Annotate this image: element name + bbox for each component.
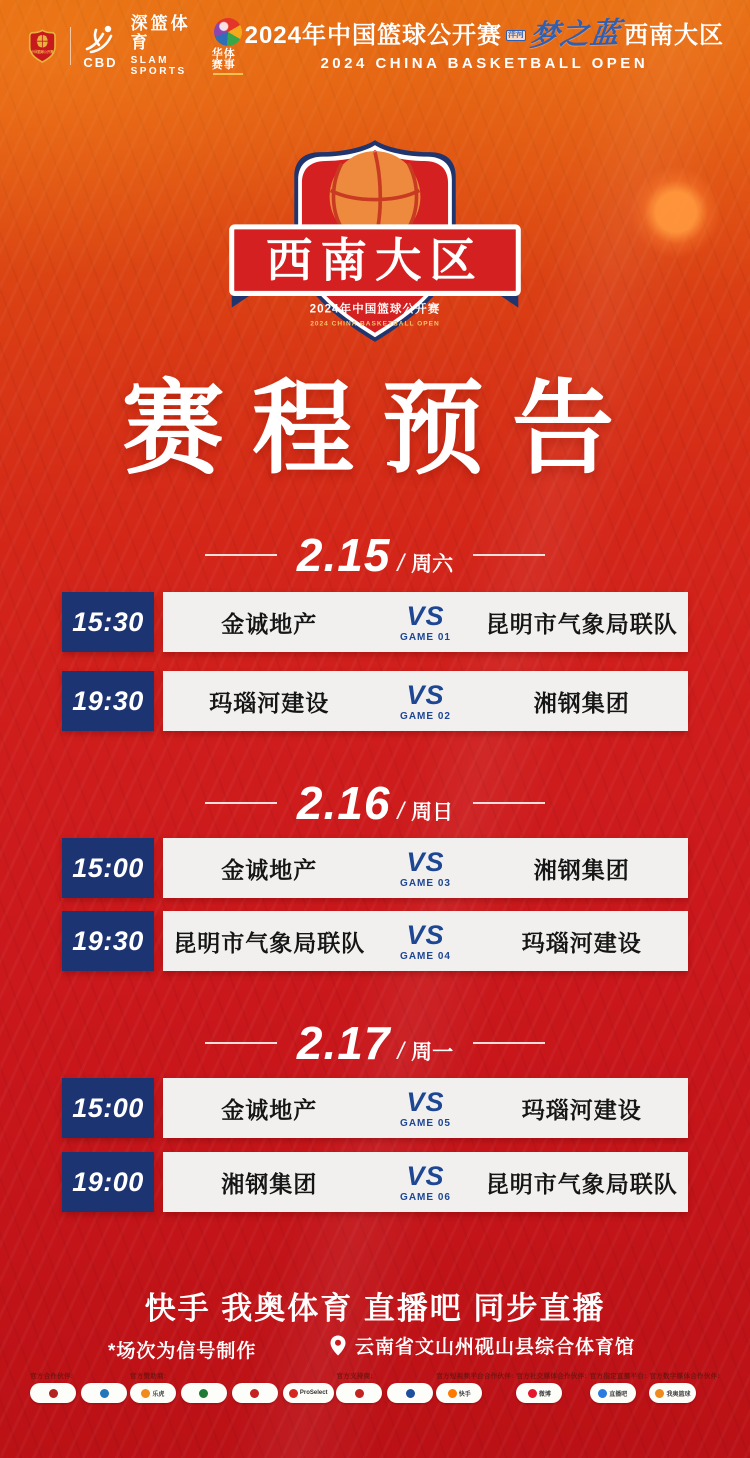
match-row-5 xyxy=(62,1078,688,1138)
sponsor-logo-pill xyxy=(516,1383,562,1403)
day-heading-3 xyxy=(0,1016,750,1070)
shield-logo-text: 中国篮球公开赛 xyxy=(31,49,54,54)
day2-weekday: 周日 xyxy=(411,801,454,824)
match5-vs-block xyxy=(376,1087,476,1129)
match4-panel xyxy=(163,911,688,971)
yanghe-seal: 洋河 xyxy=(507,30,524,40)
match3-home-team: 金诚地产 xyxy=(221,856,318,883)
heading-line-left xyxy=(205,554,277,556)
location-pin-icon xyxy=(330,1335,346,1356)
match1-game-number: GAME 01 xyxy=(400,632,451,643)
sponsor-group xyxy=(649,1371,719,1403)
match4-home-team: 昆明市气象局联队 xyxy=(173,929,366,956)
match4-game-number: GAME 04 xyxy=(400,951,451,962)
match3-game-number: GAME 03 xyxy=(400,878,451,889)
vs-label: VS xyxy=(406,680,445,710)
sponsor-logo-icon xyxy=(448,1389,457,1398)
cbd-label: CBD xyxy=(83,55,118,70)
vs-label: VS xyxy=(406,847,445,877)
sponsor-logo-icon xyxy=(100,1389,109,1398)
match-row-2 xyxy=(62,671,688,731)
sponsor-logo-icon xyxy=(528,1389,537,1398)
vs-label: VS xyxy=(406,601,445,631)
vs-label: VS xyxy=(406,1087,445,1117)
sponsor-group-label: 官方数字媒体合作伙伴: xyxy=(649,1373,720,1380)
sponsor-group xyxy=(590,1371,647,1403)
match1-panel xyxy=(163,592,688,652)
sponsor-logo-text: 微博 xyxy=(538,1391,551,1398)
match2-panel xyxy=(163,671,688,731)
slam-sports-logo xyxy=(131,15,199,77)
match4-away-team: 玛瑙河建设 xyxy=(521,929,642,956)
sponsor-logo-pill xyxy=(436,1383,482,1403)
match1-away-team: 昆明市气象局联队 xyxy=(485,610,678,637)
heading-line-right xyxy=(473,1042,545,1044)
region-label: 西南大区 xyxy=(624,21,724,49)
cbd-logo xyxy=(83,23,117,69)
sponsor-group xyxy=(336,1371,433,1403)
match4-time: 19:30 xyxy=(62,911,154,971)
match3-away-team: 湘钢集团 xyxy=(533,856,630,883)
event-title-cn: 2024年中国篮球公开赛 xyxy=(244,21,502,49)
sponsor-group xyxy=(130,1371,334,1403)
match5-away-team: 玛瑙河建设 xyxy=(521,1096,642,1123)
match6-panel xyxy=(163,1152,688,1212)
day1-date: 2.15 xyxy=(296,529,391,581)
sponsor-group-label: 官方支持商: xyxy=(336,1373,373,1380)
sponsor-group-label: 官方社交媒体合作伙伴: xyxy=(516,1373,587,1380)
sponsor-logo-icon xyxy=(49,1389,58,1398)
match3-vs-block xyxy=(376,847,476,889)
match5-home-team: 金诚地产 xyxy=(221,1096,318,1123)
sponsor-logo-icon xyxy=(406,1389,415,1398)
header xyxy=(28,13,724,78)
heading-line-right xyxy=(473,802,545,804)
match3-time: 15:00 xyxy=(62,838,154,898)
sponsor-logo-pill xyxy=(336,1383,382,1403)
sponsor-group xyxy=(516,1371,586,1403)
sponsor-group-label: 官方赞助商: xyxy=(129,1373,167,1380)
cbo-shield-logo xyxy=(28,21,57,71)
sponsor-logo-pill xyxy=(30,1383,76,1403)
heading-line-right xyxy=(473,554,545,556)
cbd-player-icon xyxy=(83,23,117,55)
slash-separator: / xyxy=(397,1038,405,1065)
broadcast-line: 快手 我奥体育 直播吧 同步直播 xyxy=(144,1291,606,1326)
match6-away-team: 昆明市气象局联队 xyxy=(485,1170,678,1197)
day1-weekday: 周六 xyxy=(411,553,454,576)
match-row-3 xyxy=(62,838,688,898)
sponsor-logo-pill xyxy=(283,1383,334,1403)
venue-block xyxy=(330,1332,635,1359)
match2-vs-block xyxy=(376,680,476,722)
match1-home-team: 金诚地产 xyxy=(221,610,318,637)
day-heading-2 xyxy=(0,776,750,830)
sponsor-logo-pill xyxy=(130,1383,176,1403)
sponsor-logo-pill xyxy=(649,1383,696,1403)
header-logos xyxy=(28,15,245,77)
region-emblem xyxy=(220,132,530,359)
sponsor-logo-text: ProSelect xyxy=(299,1390,328,1396)
vs-label: VS xyxy=(406,920,445,950)
heading-line-left xyxy=(205,802,277,804)
sponsor-logo-icon xyxy=(199,1389,208,1398)
sponsor-logo-text: 快手 xyxy=(458,1391,471,1398)
sponsor-group xyxy=(436,1371,513,1403)
match5-game-number: GAME 05 xyxy=(400,1118,451,1129)
match4-vs-block xyxy=(376,920,476,962)
match6-home-team: 湘钢集团 xyxy=(221,1170,318,1197)
sponsor-group-label: 官方指定直播平台: xyxy=(589,1373,647,1380)
match6-time: 19:00 xyxy=(62,1152,154,1212)
sponsor-strip xyxy=(30,1371,720,1403)
sponsor-logo-pill xyxy=(590,1383,636,1403)
sponsor-logo-text: 乐虎 xyxy=(152,1391,165,1398)
sponsor-logo-icon xyxy=(141,1389,150,1398)
match-row-4 xyxy=(62,911,688,971)
sponsor-logo-icon xyxy=(655,1389,664,1398)
match-row-1 xyxy=(62,592,688,652)
day-heading-1 xyxy=(0,528,750,582)
venue-text: 云南省文山州砚山县综合体育馆 xyxy=(355,1337,636,1358)
match3-panel xyxy=(163,838,688,898)
slam-cn-label: 深篮体育 xyxy=(130,13,191,52)
poster-title: 赛程预告 xyxy=(122,372,642,486)
huati-label: 华体赛事 xyxy=(211,47,236,71)
emblem-event-en: 2024 CHINA BASKETBALL OPEN xyxy=(310,320,440,328)
signal-note: *场次为信号制作 xyxy=(108,1341,257,1362)
slash-separator: / xyxy=(397,550,405,577)
sponsor-logo-pill xyxy=(181,1383,227,1403)
sponsor-logo-text: 我奥篮球 xyxy=(666,1391,691,1398)
sponsor-group-label: 官方短视频平台合作伙伴: xyxy=(436,1373,514,1380)
sponsor-logo-icon xyxy=(355,1389,364,1398)
match6-game-number: GAME 06 xyxy=(400,1192,451,1203)
slam-en-label: SLAM SPORTS xyxy=(130,55,187,78)
match2-away-team: 湘钢集团 xyxy=(533,689,630,716)
header-divider xyxy=(70,27,71,65)
slash-separator: / xyxy=(397,798,405,825)
sponsor-logo-text: 直播吧 xyxy=(609,1391,628,1398)
sponsor-group xyxy=(30,1371,127,1403)
day3-date: 2.17 xyxy=(296,1017,391,1069)
sponsor-logo-icon xyxy=(250,1389,259,1398)
emblem-region-text: 西南大区 xyxy=(266,234,484,287)
huati-logo xyxy=(212,18,245,75)
day3-weekday: 周一 xyxy=(411,1041,454,1064)
heading-line-left xyxy=(205,1042,277,1044)
match1-time: 15:30 xyxy=(62,592,154,652)
huati-underline xyxy=(213,73,243,75)
sponsor-group-label: 官方合作伙伴: xyxy=(30,1373,74,1380)
match2-time: 19:30 xyxy=(62,671,154,731)
vs-label: VS xyxy=(406,1161,445,1191)
mengzhilan-script: 梦之蓝 xyxy=(528,17,622,53)
sponsor-logo-icon xyxy=(289,1389,298,1398)
event-title-en: 2024 CHINA BASKETBALL OPEN xyxy=(320,55,649,72)
sponsor-logo-pill xyxy=(232,1383,278,1403)
match2-home-team: 玛瑙河建设 xyxy=(209,689,330,716)
match5-panel xyxy=(163,1078,688,1138)
sponsor-logo-pill xyxy=(81,1383,127,1403)
day2-date: 2.16 xyxy=(296,777,391,829)
sponsor-logo-icon xyxy=(598,1389,607,1398)
event-title-block xyxy=(244,17,724,72)
match-row-6 xyxy=(62,1152,688,1212)
huati-ball-icon xyxy=(214,18,242,46)
match2-game-number: GAME 02 xyxy=(400,711,451,722)
match5-time: 15:00 xyxy=(62,1078,154,1138)
sponsor-logo-pill xyxy=(387,1383,433,1403)
emblem-event-cn: 2024年中国篮球公开赛 xyxy=(309,302,441,316)
match6-vs-block xyxy=(376,1161,476,1203)
match1-vs-block xyxy=(376,601,476,643)
